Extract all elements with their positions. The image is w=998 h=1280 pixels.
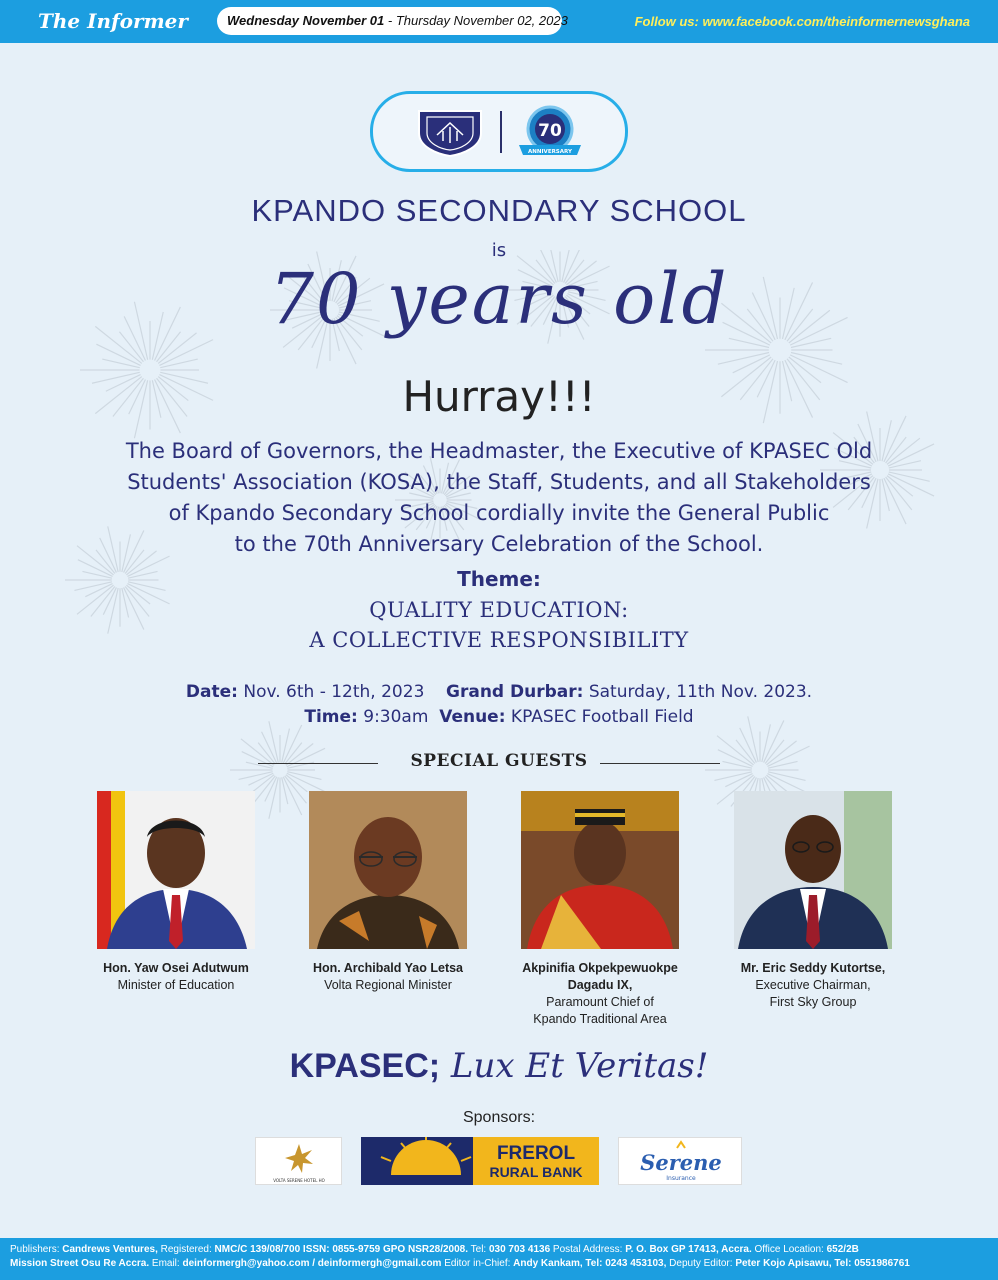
footer-text-segment: Peter Kojo Apisawu, Tel: 0551986761: [735, 1258, 910, 1269]
issue-date-end: - Thursday November 02, 2023: [384, 13, 568, 28]
footer-text-segment: Registered:: [157, 1244, 215, 1255]
invitation-line: of Kpando Secondary School cordially invite the General Public: [168, 501, 830, 525]
guest-card: [703, 791, 923, 1011]
footer-text-segment: Office Location:: [751, 1244, 827, 1255]
durbar-value: Saturday, 11th Nov. 2023.: [583, 682, 813, 702]
badge-number: 70: [538, 121, 562, 141]
footer-text-segment: NMC/C 139/08/700 ISSN: 0855-9759 GPO NSR28/2008.: [214, 1244, 469, 1255]
date-label: Date:: [185, 682, 238, 702]
sponsor-insurance-logo: [618, 1137, 742, 1185]
footer-text-segment: Editor in-Chief:: [441, 1258, 514, 1269]
footer-text-segment: Publishers:: [10, 1244, 63, 1255]
newspaper-brand: The Informer: [38, 9, 188, 33]
school-motto: [0, 1046, 998, 1086]
special-guests-heading: SPECIAL GUESTS: [410, 751, 588, 771]
time-label: Time:: [304, 707, 358, 727]
footer-line-1: [10, 1243, 988, 1257]
guest-photo: [734, 791, 892, 949]
school-name: KPANDO SECONDARY SCHOOL: [251, 193, 747, 228]
guest-role: Minister of Education: [117, 978, 235, 992]
footer-text-segment: deinformergh@yahoo.com / deinformergh@gmail.com: [182, 1258, 442, 1269]
motto-school: KPASEC;: [289, 1047, 441, 1085]
sponsor-hotel-logo: [255, 1137, 342, 1185]
theme-label: Theme:: [457, 567, 541, 591]
guest-name: Akpinifia Okpekpewuokpe Dagadu IX,: [522, 961, 678, 992]
footer-text-segment: Candrews Ventures,: [62, 1244, 158, 1255]
theme-line-2: A COLLECTIVE RESPONSIBILITY: [309, 628, 689, 652]
footer-line-2: [10, 1257, 988, 1271]
footer-text-segment: Tel:: [468, 1244, 489, 1255]
date-value: Nov. 6th - 12th, 2023: [237, 682, 425, 702]
invitation-line: to the 70th Anniversary Celebration of the School.: [234, 532, 764, 556]
venue-value: KPASEC Football Field: [505, 707, 694, 727]
age-heading: 70 years old: [269, 258, 729, 340]
bank-name-line1: FREROL: [496, 1143, 576, 1164]
footer-text-segment: Andy Kankam, Tel: 0243 453103,: [513, 1258, 667, 1269]
is-text: is: [491, 240, 507, 261]
badge-banner: ANNIVERSARY: [528, 149, 572, 155]
event-dates: [0, 682, 998, 702]
guest-card: [278, 791, 498, 994]
guest-name: Hon. Yaw Osei Adutwum: [103, 961, 249, 975]
guest-name: Mr. Eric Seddy Kutortse,: [740, 961, 886, 975]
header-bar: [0, 0, 998, 43]
guest-name: Hon. Archibald Yao Letsa: [312, 961, 464, 975]
footer-text-segment: Email:: [149, 1258, 183, 1269]
follow-us-text: Follow us: www.facebook.com/theinformernewsghana: [634, 14, 970, 29]
footer-text-segment: P. O. Box GP 17413, Accra.: [625, 1244, 752, 1255]
motto-latin: Lux Et Veritas!: [440, 1046, 709, 1086]
guest-card: [490, 791, 710, 1028]
invitation-line: Students' Association (KOSA), the Staff, Students, and all Stakeholders: [127, 470, 871, 494]
event-time-venue: [0, 707, 998, 727]
guest-role: Executive Chairman,: [755, 978, 871, 992]
guest-role: Volta Regional Minister: [324, 978, 452, 992]
venue-label: Venue:: [439, 707, 506, 727]
guest-role: Paramount Chief of: [546, 995, 654, 1009]
issue-date: [217, 7, 568, 35]
guest-role: Kpando Traditional Area: [533, 1012, 667, 1026]
footer-text-segment: Mission Street Osu Re Accra.: [10, 1258, 150, 1269]
anniversary-badge-icon: [513, 103, 587, 161]
sponsor-bank-logo: [361, 1137, 599, 1185]
invitation-line: The Board of Governors, the Headmaster, the Executive of KPASEC Old: [125, 439, 873, 463]
guest-card: [66, 791, 286, 994]
guest-role: First Sky Group: [769, 995, 857, 1009]
insurance-name: Serene: [640, 1150, 722, 1175]
time-value: 9:30am: [357, 707, 429, 727]
guest-photo: [97, 791, 255, 949]
sponsor-hotel-text: VOLTA SERENE HOTEL HO: [273, 1178, 325, 1183]
issue-date-start: Wednesday November 01: [227, 13, 385, 28]
school-crest-icon: [413, 107, 487, 157]
school-logos: [370, 91, 628, 172]
logo-divider: [500, 111, 502, 153]
footer-text-segment: 030 703 4136: [488, 1244, 551, 1255]
insurance-subtitle: Insurance: [666, 1175, 696, 1182]
guest-photo: [309, 791, 467, 949]
footer-text-segment: 652/2B: [826, 1244, 859, 1255]
bank-name-line2: RURAL BANK: [489, 1164, 583, 1180]
footer-text-segment: Postal Address:: [550, 1244, 626, 1255]
hurray-text: Hurray!!!: [402, 372, 596, 421]
guest-photo: [521, 791, 679, 949]
theme-line-1: QUALITY EDUCATION:: [369, 598, 629, 622]
durbar-label: Grand Durbar:: [446, 682, 584, 702]
sponsors-label: Sponsors:: [462, 1109, 536, 1126]
footer-publisher-info: [0, 1238, 998, 1280]
invitation-paragraph: [40, 436, 958, 560]
footer-text-segment: Deputy Editor:: [666, 1258, 736, 1269]
